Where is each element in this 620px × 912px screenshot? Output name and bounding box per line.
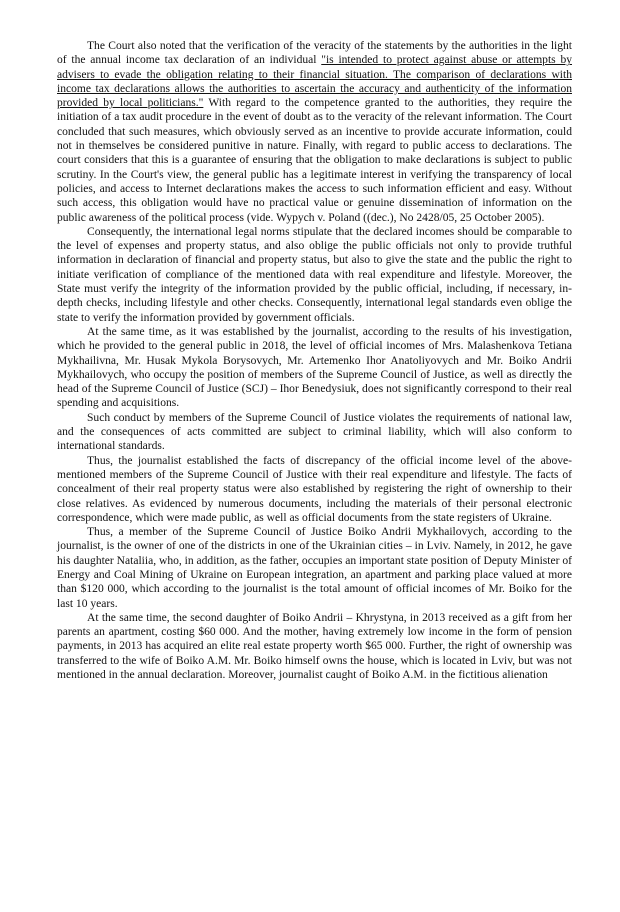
document-page [57, 39, 572, 682]
paragraph-1-lead: The Court also noted that the verification of the veracity of the statements by the authorities in the light of the annual income tax declaration of an individual [57, 40, 572, 67]
paragraph-1 [57, 39, 572, 225]
paragraph-3: At the same time, as it was established by the journalist, according to the results of his investigation, which he provided to the general public in 2018, the level of official incomes of Mrs. Malashenkova Tetiana Mykhailivna, Mr. Husak Mykola Borysovych, Mr. Artemenko Ihor Anatoliyovych and Mr. Boiko Andrii Mykhailovych, who occupy the position of members of the Supreme Council of Justice, as well as directly the head of the Supreme Council of Justice (SCJ) – Ihor Benedysiuk, does not significantly correspond to their real spending and acquisitions. [57, 325, 572, 410]
paragraph-2: Consequently, the international legal norms stipulate that the declared incomes should be comparable to the level of expenses and property status, and also oblige the public officials not only to provide truthful information in declaration of financial and property status, but also to give the state and the public the right to initiate verification of compliance of the mentioned data with real expenditure and lifestyle. Moreover, the State must verify the integrity of the information provided by the public official, including, if necessary, in-depth checks, including lifestyle and other checks. Consequently, international legal standards even oblige the state to verify the information provided by government officials. [57, 225, 572, 324]
paragraph-1-rest: With regard to the competence granted to the authorities, they require the initiation of a tax audit procedure in the event of doubt as to the veracity of the relevant information. The Court concluded that such measures, which obviously served as an incentive to provide accurate information, could not in themselves be considered punitive in nature. Finally, with regard to public access to declarations. The court considers that this is a guarantee of ensuring that the obligation to make declarations is subject to public scrutiny. In the Court's view, the general public has a legitimate interest in verifying the transparency of local policies, and access to Internet declarations makes the access to such information efficient and easy. Without such access, this obligation would have no practical value or genuine dissemination of information on the public awareness of the political process (vide. Wypych v. Poland ((dec.), No 2428/05, 25 October 2005). [57, 97, 572, 224]
paragraph-5: Thus, the journalist established the facts of discrepancy of the official income level of the above-mentioned members of the Supreme Council of Justice with their real expenditure and lifestyle. The facts of concealment of their real property status were also established by registering the right of ownership to their close relatives. As evidenced by numerous documents, including the materials of their personal electronic correspondence, which were made public, as well as official documents from the state registers of Ukraine. [57, 454, 572, 524]
paragraph-6: Thus, a member of the Supreme Council of Justice Boiko Andrii Mykhailovych, according to the journalist, is the owner of one of the districts in one of the Ukrainian cities – in Lviv. Namely, in 2012, he gave his daughter Nataliia, who, in addition, as the father, occupies an important state position of Deputy Minister of Energy and Coal Mining of Ukraine on European integration, an apartment and parking place valued at more than $120 000, which according to the journalist is the total amount of official incomes of Mr. Boiko for the last 10 years. [57, 526, 572, 610]
underlined-quote: "is intended to protect against abuse or attempts by advisers to evade the obligation relating to their financial situation. The comparison of declarations with income tax declarations allows the authorities to ascertain the accuracy and authenticity of the information provided by local politicians." [57, 54, 572, 110]
paragraph-7: At the same time, the second daughter of Boiko Andrii – Khrystyna, in 2013 received as a gift from her parents an apartment, costing $60 000. And the mother, having extremely low income in the form of pension payments, in 2013 has acquired an elite real estate property worth $65 000. Further, the right of ownership was transferred to the wife of Boiko A.M. Mr. Boiko himself owns the house, which is located in Lviv, but was not mentioned in the annual declaration. Moreover, journalist caught of Boiko A.M. in the fictitious alienation [57, 611, 572, 682]
paragraph-4: Such conduct by members of the Supreme Council of Justice violates the requirements of national law, and the consequences of acts committed are subject to criminal liability, which will also conform to international standards. [57, 411, 572, 453]
